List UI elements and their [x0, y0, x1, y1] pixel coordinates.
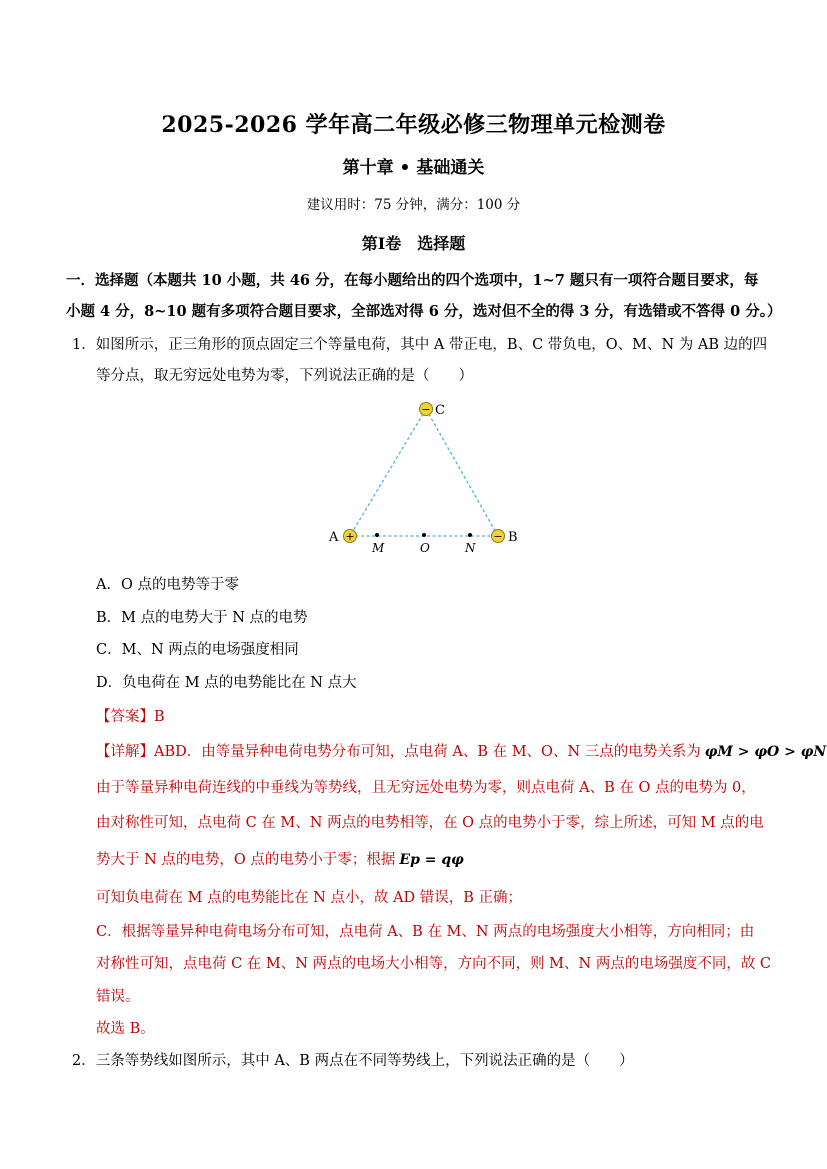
- detail-line-1-text: 【详解】ABD．由等量异种电荷电势分布可知，点电荷 A、B 在 M、O、N 三点的电势关系为: [96, 744, 701, 760]
- time-info: 建议用时：75 分钟，满分：100 分: [306, 197, 521, 213]
- answer-line: 【答案】B: [96, 709, 165, 725]
- volume-heading: 第Ⅰ卷 选择题: [361, 234, 466, 253]
- section-instructions-line1: 一．选择题（本题共 10 小题，共 46 分，在每小题给出的四个选项中，1~7 题只有一项符合题目要求，每: [66, 272, 759, 289]
- point-n: [468, 533, 472, 537]
- question-1-line2: 等分点，取无穷远处电势为零，下列说法正确的是（ ）: [96, 368, 473, 384]
- option-b: B．M 点的电势大于 N 点的电势: [96, 610, 308, 626]
- triangle-charge-figure: [320, 395, 530, 560]
- detail-line-6: C．根据等量异种电荷电场分布可知，点电荷 A、B 在 M、N 两点的电场强度大小相等，方向相同；由: [96, 924, 755, 940]
- label-m: M: [372, 541, 385, 555]
- detail-line-8: 错误。: [96, 989, 140, 1005]
- label-o: O: [420, 541, 430, 555]
- detail-line-4-text: 势大于 N 点的电势，O 点的电势小于零；根据: [96, 852, 396, 868]
- label-b: B: [508, 530, 518, 545]
- option-c: C．M、N 两点的电场强度相同: [96, 642, 299, 658]
- option-d: D．负电荷在 M 点的电势能比在 N 点大: [96, 675, 357, 691]
- point-o: [422, 533, 426, 537]
- charge-c-sign: −: [421, 403, 431, 416]
- edge-cb: [426, 409, 498, 536]
- point-m: [375, 533, 379, 537]
- edge-ca: [350, 409, 426, 536]
- label-n: N: [465, 541, 476, 555]
- label-a: A: [329, 530, 339, 545]
- detail-line-2: 由于等量异种电荷连线的中垂线为等势线，且无穷远处电势为零，则点电荷 A、B 在 O 点的电势为 0，: [96, 780, 756, 796]
- detail-line-4: [96, 848, 464, 869]
- detail-line-1: [96, 740, 826, 761]
- question-1-line1: 1．如图所示，正三角形的顶点固定三个等量电荷，其中 A 带正电，B、C 带负电，O、M、N 为 AB 边的四: [72, 337, 768, 353]
- charge-a-sign: +: [345, 530, 355, 543]
- detail-line-3: 由对称性可知，点电荷 C 在 M、N 两点的电势相等，在 O 点的电势小于零，综上所述，可知 M 点的电: [96, 815, 764, 831]
- option-a: A．O 点的电势等于零: [96, 577, 239, 593]
- exam-title: 2025-2026 学年高二年级必修三物理单元检测卷: [161, 112, 666, 138]
- detail-line-7: 对称性可知，点电荷 C 在 M、N 两点的电场大小相等，方向不同，则 M、N 两点的电场强度不同，故 C: [96, 956, 772, 972]
- formula-potential-energy: Ep = qφ: [399, 852, 464, 868]
- formula-potential-order: φM > φO > φN: [704, 744, 827, 760]
- chapter-subtitle: 第十章 • 基础通关: [342, 158, 485, 178]
- detail-line-5: 可知负电荷在 M 点的电势能比在 N 点小，故 AD 错误，B 正确；: [96, 890, 523, 906]
- charge-b-sign: −: [493, 530, 503, 543]
- label-c: C: [435, 403, 445, 418]
- detail-line-9: 故选 B。: [96, 1021, 155, 1037]
- section-instructions-line2: 小题 4 分，8~10 题有多项符合题目要求，全部选对得 6 分，选对但不全的得 3 分，有选错或不答得 0 分。）: [66, 303, 782, 320]
- question-2-line1: 2．三条等势线如图所示，其中 A、B 两点在不同等势线上，下列说法正确的是（ ）: [72, 1053, 634, 1069]
